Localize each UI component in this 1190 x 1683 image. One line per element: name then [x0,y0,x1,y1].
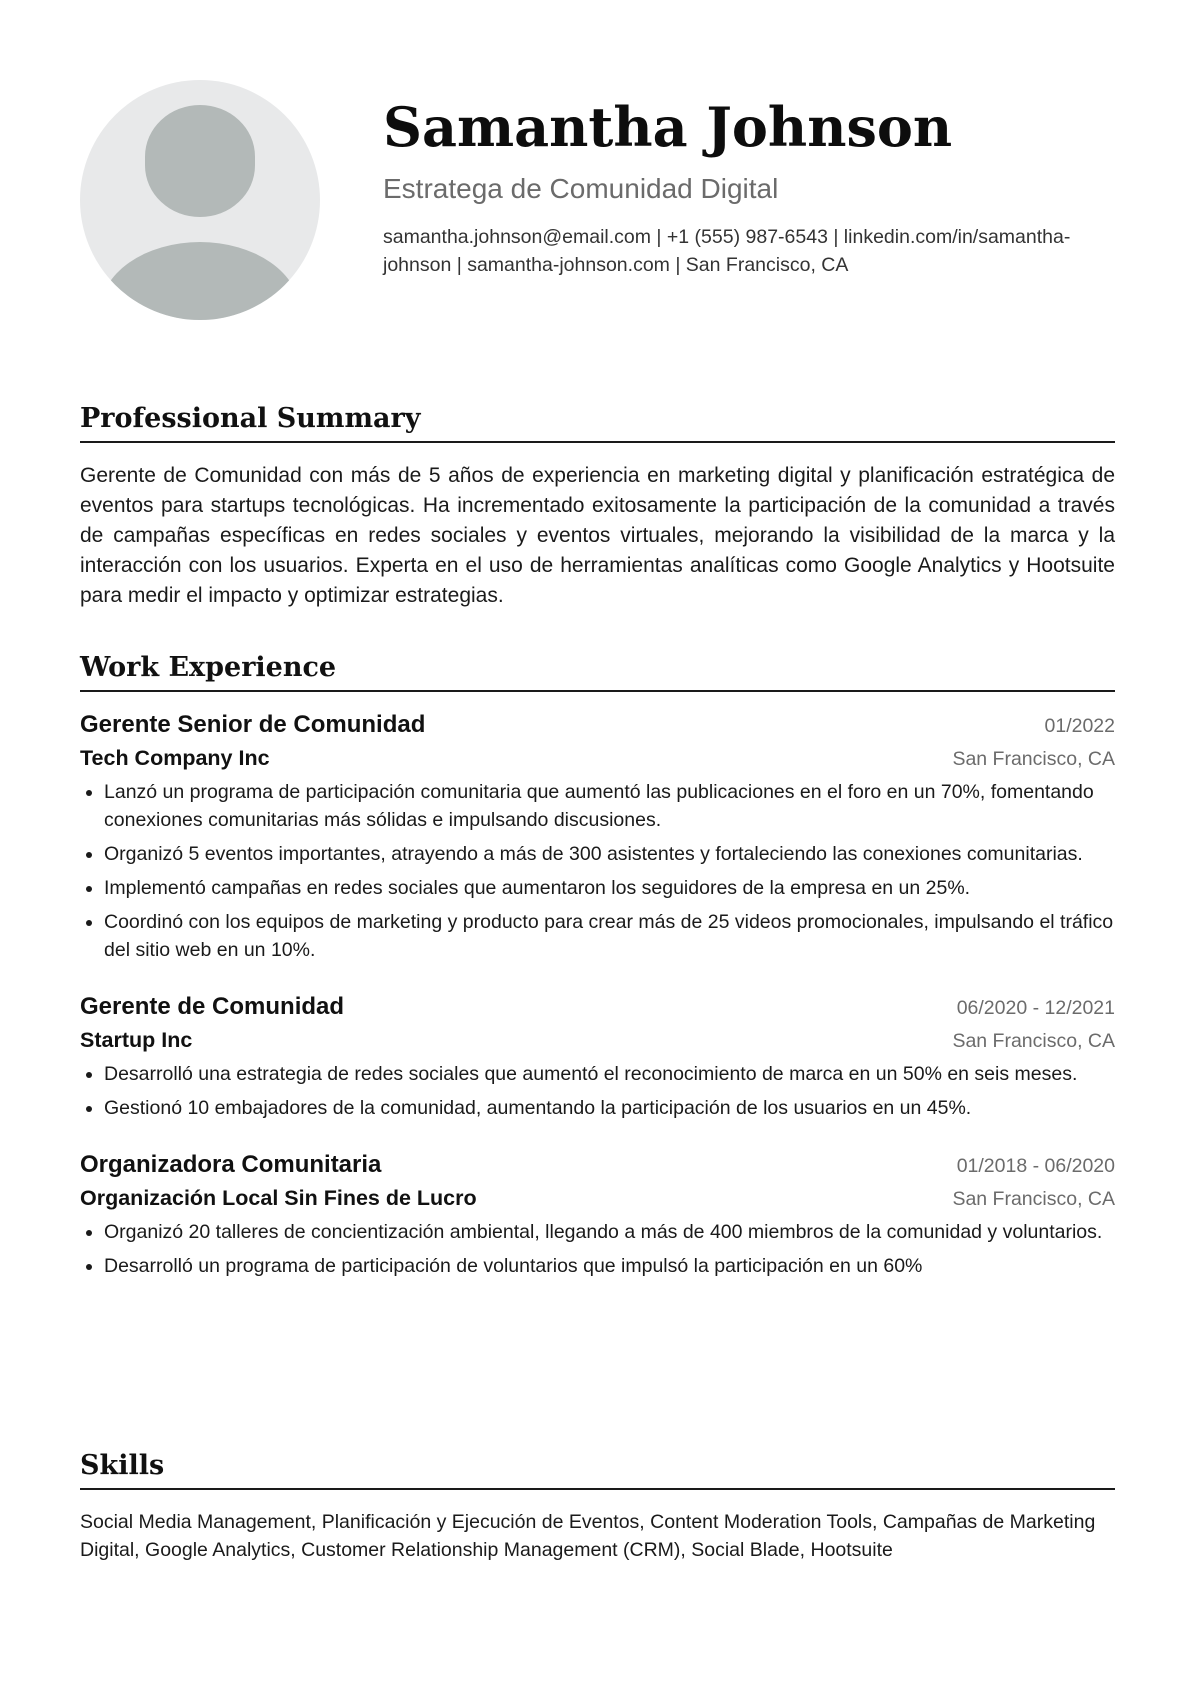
summary-section [80,403,1115,611]
candidate-title: Estratega de Comunidad Digital [383,173,779,204]
skills-heading: Skills [80,1450,1115,1490]
job-company-row [80,1182,1115,1214]
contact-line: samantha.johnson@email.com | +1 (555) 987-6543 | linkedin.com/in/samantha-johnson | samantha-johnson.com | San Francisco, CA [383,225,1071,276]
avatar-head-shape [145,105,255,217]
job-header-row [80,708,1115,742]
job-location: San Francisco, CA [952,748,1115,771]
job-date: 01/2018 - 06/2020 [956,1155,1115,1178]
skills-section [80,1450,1115,1564]
job-company: Organización Local Sin Fines de Lucro [80,1186,477,1211]
summary-heading: Professional Summary [80,403,1115,443]
bullet-item: Implementó campañas en redes sociales que aumentaron los seguidores de la empresa en un 25%. [104,874,1115,902]
bullet-item: Gestionó 10 embajadores de la comunidad, aumentando la participación de los usuarios en un 45%. [104,1094,1115,1122]
job-bullets [80,778,1115,964]
job-header-row [80,1148,1115,1182]
job-location: San Francisco, CA [952,1188,1115,1211]
job-entry [80,1148,1115,1280]
skills-text: Social Media Management, Planificación y Ejecución de Eventos, Content Moderation Tools, Campañas de Marketing Digital, Google Analytics, Customer Relationship Management (CRM), Social Blade, Hootsuite [80,1511,1096,1562]
job-location: San Francisco, CA [952,1030,1115,1053]
summary-text: Gerente de Comunidad con más de 5 años de experiencia en marketing digital y planificación estratégica de eventos para startups tecnológicas. Ha incrementado exitosamente la participación de la comunidad a través de campañas específicas en redes sociales y eventos virtuales, mejorando la visibilidad de la marca y la interacción con los usuarios. Experta en el uso de herramientas analíticas como Google Analytics y Hootsuite para medir el impacto y optimizar estrategias. [80,464,1115,608]
bullet-item: Coordinó con los equipos de marketing y producto para crear más de 25 videos promocionales, impulsando el tráfico del sitio web en un 10%. [104,908,1115,964]
job-company-row [80,1024,1115,1056]
job-company: Tech Company Inc [80,746,270,771]
job-title: Gerente de Comunidad [80,993,345,1021]
experience-section [80,652,1115,1286]
job-entry [80,708,1115,964]
resume-header [80,80,1110,320]
job-company-row [80,742,1115,774]
job-bullets [80,1060,1115,1122]
header-info [383,80,1110,279]
avatar-placeholder-icon [80,80,320,320]
experience-heading: Work Experience [80,652,1115,692]
job-header-row [80,990,1115,1024]
bullet-item: Organizó 20 talleres de concientización ambiental, llegando a más de 400 miembros de la comunidad y voluntarios. [104,1218,1115,1246]
bullet-item: Lanzó un programa de participación comunitaria que aumentó las publicaciones en el foro en un 70%, fomentando conexiones comunitarias más sólidas e impulsando discusiones. [104,778,1115,834]
bullet-item: Organizó 5 eventos importantes, atrayendo a más de 300 asistentes y fortaleciendo las conexiones comunitarias. [104,840,1115,868]
avatar-body-shape [100,242,300,320]
job-company: Startup Inc [80,1028,193,1053]
job-title: Gerente Senior de Comunidad [80,711,426,739]
job-date: 06/2020 - 12/2021 [956,997,1115,1020]
job-bullets [80,1218,1115,1280]
bullet-item: Desarrolló una estrategia de redes sociales que aumentó el reconocimiento de marca en un 50% en seis meses. [104,1060,1115,1088]
job-entry [80,990,1115,1122]
candidate-name: Samantha Johnson [383,95,953,159]
job-title: Organizadora Comunitaria [80,1151,382,1179]
bullet-item: Desarrolló un programa de participación de voluntarios que impulsó la participación en un 60% [104,1252,1115,1280]
job-date: 01/2022 [1044,715,1115,738]
